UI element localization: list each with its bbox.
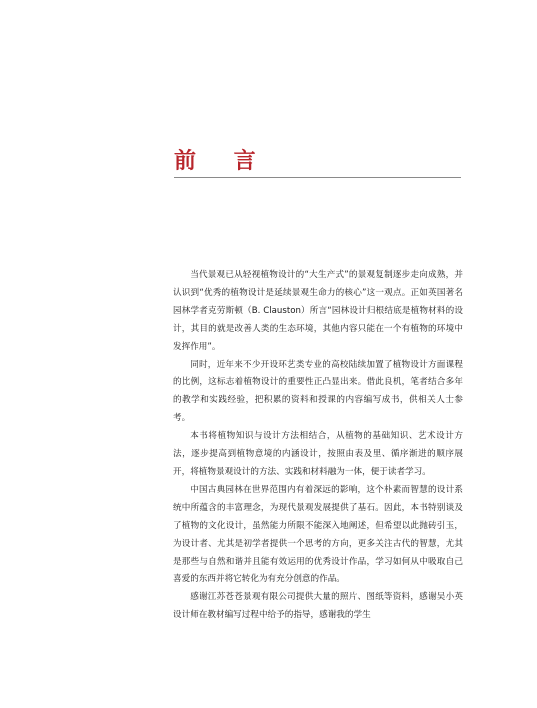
paragraph: 中国古典园林在世界范围内有着深远的影响，这个朴素而智慧的设计系统中所蕴含的丰富理念，为现代景观发展提供了基石。因此，本书特别谈及了植物的文化设计，虽然能力所限不能深入地阐述，但希望以此抛砖引玉，为设计者、尤其是初学者提供一个思考的方向，更多关注古代的智慧，尤其是那些与自然和谐并且能有效运用的优秀设计作品，学习如何从中吸取自己喜爱的东西并将它转化为有充分创意的作品。 [173,484,463,585]
paragraph: 本书将植物知识与设计方法相结合，从植物的基础知识、艺术设计方法，逐步提高到植物意境的内涵设计，按照由表及里、循序渐进的顺序展开，将植物景观设计的方法、实践和材料融为一体，便于读者学习。 [173,431,463,477]
paragraph: 同时，近年来不少开设环艺类专业的高校陆续加置了植物设计方面课程的比例，这标志着植物设计的重要性正凸显出来。借此良机，笔者结合多年的教学和实践经验，把积累的资料和授课的内容编写成书，供相关人士参考。 [173,359,463,424]
heading-block [174,147,461,175]
page-title: 前 言 [174,148,271,174]
title-underline-divider [174,177,461,178]
preface-body [173,267,463,625]
paragraph: 感谢江苏苍苍景观有限公司提供大量的照片、图纸等资料，感谢吴小英设计师在教材编写过程中给予的指导，感谢我的学生 [173,592,463,621]
paragraph: 当代景观已从轻视植物设计的“大生产式”的景观复制逐步走向成熟，并认识到“优秀的植物设计是延续景观生命力的核心”这一观点。正如英国著名园林学者克劳斯顿（B. Clauston）所言“园林设计归根结底是植物材料的设计，其目的就是改善人类的生态环境，其他内容只能在一个有植物的环境中发挥作用”。 [173,270,463,352]
